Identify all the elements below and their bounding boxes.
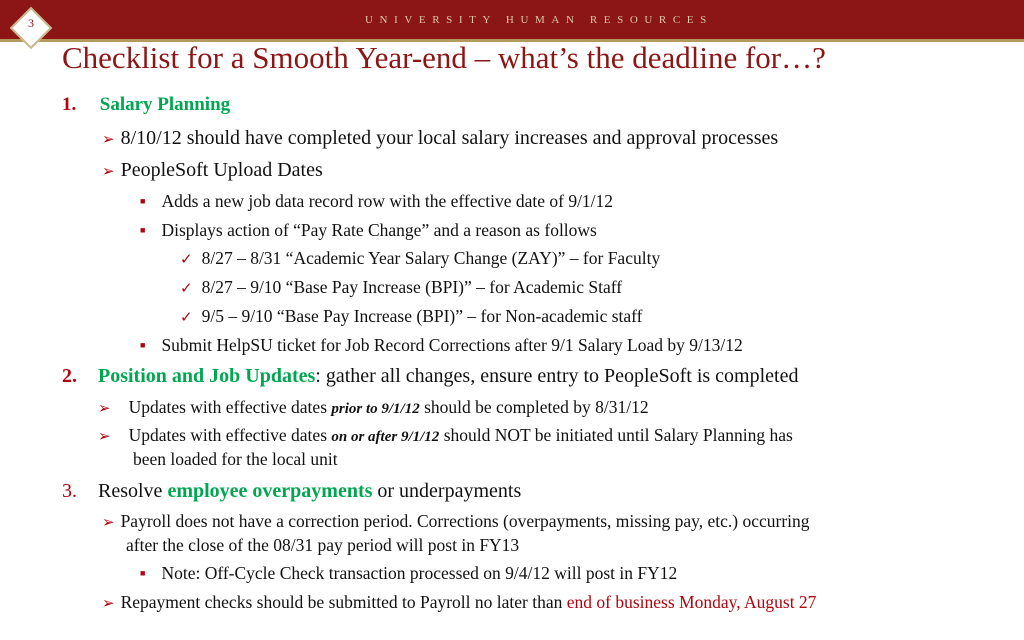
item-text: should NOT be initiated until Salary Planning has xyxy=(439,425,793,445)
section-title: Position and Job Updates xyxy=(98,365,316,387)
section-3-heading xyxy=(62,480,521,503)
section-number: 2. xyxy=(62,365,77,387)
item-text: Repayment checks should be submitted to Payroll no later than xyxy=(120,592,567,612)
arrow-bullet-icon: ➢ xyxy=(102,596,115,612)
item-text: Adds a new job data record row with the effective date of 9/1/12 xyxy=(161,191,614,211)
section-subtitle: : gather all changes, ensure entry to PeopleSoft is completed xyxy=(315,365,799,387)
list-item xyxy=(102,592,816,613)
item-emphasis: on or after 9/1/12 xyxy=(331,429,440,445)
section-number: 1. xyxy=(62,94,77,115)
square-bullet-icon: ■ xyxy=(140,567,146,578)
checkmark-icon: ✓ xyxy=(180,252,193,268)
slide-title: Checklist for a Smooth Year-end – what’s the deadline for…? xyxy=(62,40,826,75)
list-item xyxy=(98,397,649,418)
section-prefix: Resolve xyxy=(98,480,168,502)
page-number: 3 xyxy=(28,16,34,30)
list-item xyxy=(102,127,778,150)
item-continuation: been loaded for the local unit xyxy=(133,449,338,469)
section-title: employee overpayments xyxy=(167,480,373,502)
checkmark-icon: ✓ xyxy=(180,281,193,297)
item-text: 8/10/12 should have completed your local salary increases and approval processes xyxy=(120,127,779,149)
org-name: UNIVERSITY HUMAN RESOURCES xyxy=(365,14,713,26)
list-item xyxy=(98,425,793,446)
item-text: Note: Off-Cycle Check transaction processed on 9/4/12 will post in FY12 xyxy=(161,563,678,583)
arrow-bullet-icon: ➢ xyxy=(98,401,111,417)
item-text: should be completed by 8/31/12 xyxy=(419,397,649,417)
item-text: 8/27 – 8/31 “Academic Year Salary Change (ZAY)” – for Faculty xyxy=(201,248,661,268)
list-item xyxy=(140,335,743,356)
arrow-bullet-icon: ➢ xyxy=(102,515,115,531)
list-item xyxy=(140,563,677,584)
section-2-heading xyxy=(62,365,798,388)
item-text: Updates with effective dates xyxy=(128,397,332,417)
arrow-bullet-icon: ➢ xyxy=(98,429,111,445)
item-text: Payroll does not have a correction period. Corrections (overpayments, missing pay, etc.) occurring xyxy=(120,511,810,531)
item-text: Submit HelpSU ticket for Job Record Corrections after 9/1 Salary Load by 9/13/12 xyxy=(161,335,743,355)
square-bullet-icon: ■ xyxy=(140,339,146,350)
item-continuation: after the close of the 08/31 pay period will post in FY13 xyxy=(126,535,520,555)
item-emphasis: prior to 9/1/12 xyxy=(331,401,420,417)
list-item xyxy=(140,191,613,212)
list-item xyxy=(102,159,323,182)
list-item xyxy=(180,248,660,269)
list-item xyxy=(102,511,810,532)
checkmark-icon: ✓ xyxy=(180,310,193,326)
square-bullet-icon: ■ xyxy=(140,224,146,235)
item-text: Displays action of “Pay Rate Change” and a reason as follows xyxy=(161,220,597,240)
arrow-bullet-icon: ➢ xyxy=(102,132,115,148)
list-item xyxy=(180,277,622,298)
deadline-text: end of business Monday, August 27 xyxy=(566,592,817,612)
item-text: PeopleSoft Upload Dates xyxy=(120,159,323,181)
item-text: 9/5 – 9/10 “Base Pay Increase (BPI)” – for Non-academic staff xyxy=(201,306,643,326)
item-text: Updates with effective dates xyxy=(128,425,332,445)
section-title: Salary Planning xyxy=(99,94,231,115)
section-suffix: or underpayments xyxy=(372,480,522,502)
section-number: 3. xyxy=(62,480,77,502)
section-1-heading xyxy=(62,94,230,116)
item-text: 8/27 – 9/10 “Base Pay Increase (BPI)” – for Academic Staff xyxy=(201,277,623,297)
square-bullet-icon: ■ xyxy=(140,195,146,206)
list-item xyxy=(140,220,597,241)
arrow-bullet-icon: ➢ xyxy=(102,164,115,180)
list-item xyxy=(180,306,643,327)
